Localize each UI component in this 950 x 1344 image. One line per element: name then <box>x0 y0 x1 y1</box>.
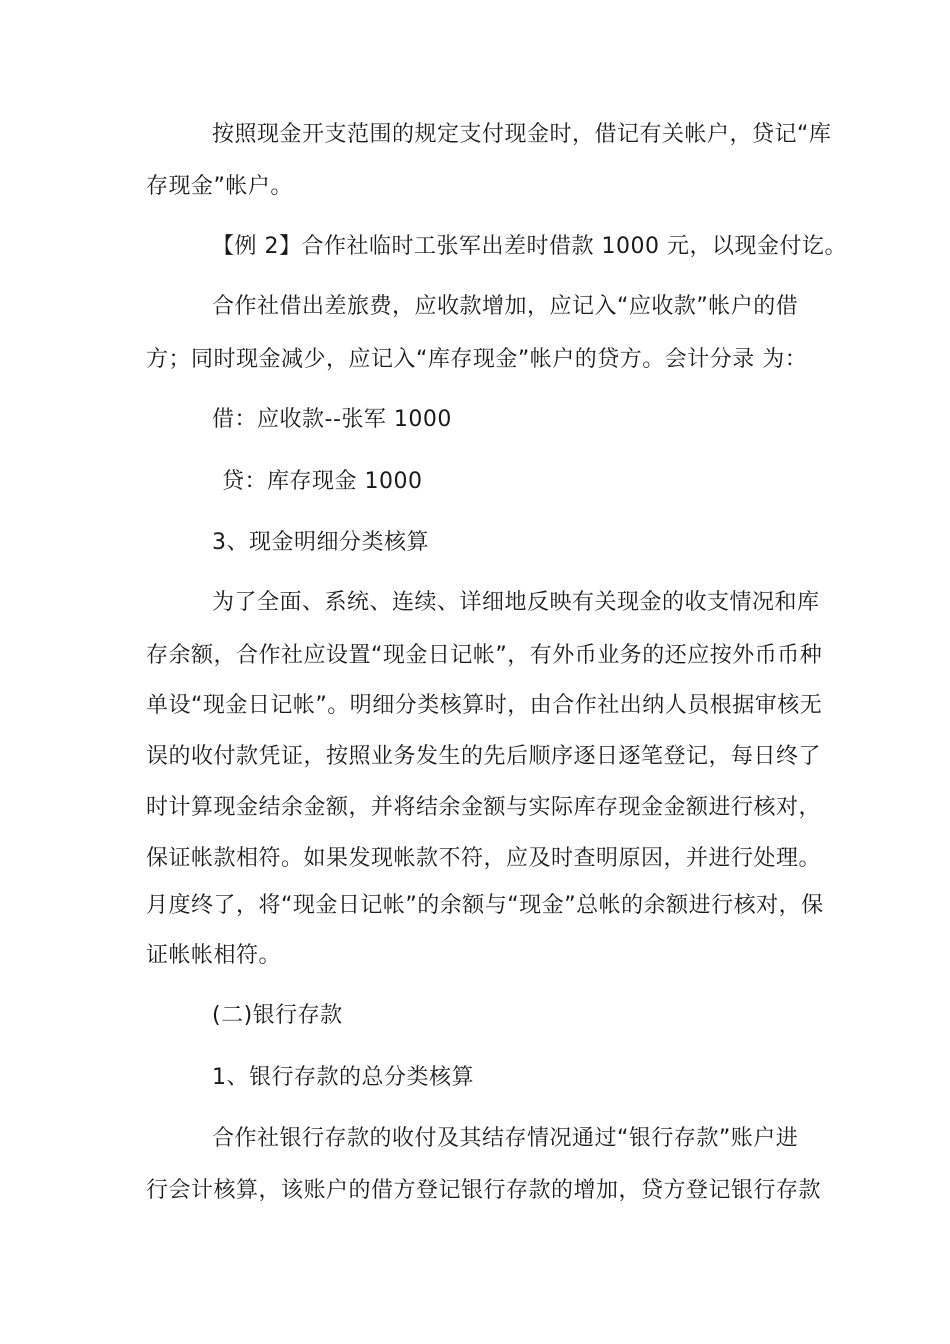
subsection-heading: 1、银行存款的总分类核算 <box>212 1065 474 1090</box>
section-heading: 3、现金明细分类核算 <box>212 530 429 555</box>
paragraph-line: 证帐帐相符。 <box>146 943 282 968</box>
paragraph-line: 存余额，合作社应设置“现金日记帐”，有外币业务的还应按外币币种 <box>146 643 823 668</box>
paragraph-line: 合作社借出差旅费，应收款增加，应记入“应收款”帐户的借 <box>212 294 799 319</box>
paragraph-line: 为了全面、系统、连续、详细地反映有关现金的收支情况和库 <box>212 590 820 615</box>
journal-entry-credit: 贷：库存现金 1000 <box>222 469 423 494</box>
paragraph-line: 单设“现金日记帐”。明细分类核算时，由合作社出纳人员根据审核无 <box>146 693 823 718</box>
example-heading: 【例 2】合作社临时工张军出差时借款 1000 元，以现金付讫。 <box>212 234 847 259</box>
journal-entry-debit: 借：应收款--张军 1000 <box>212 407 452 432</box>
paragraph-line: 方；同时现金减少，应记入“库存现金”帐户的贷方。会计分录 为： <box>146 347 808 372</box>
paragraph-line: 月度终了，将“现金日记帐”的余额与“现金”总帐的余额进行核对，保 <box>146 893 824 918</box>
paragraph-line: 合作社银行存款的收付及其结存情况通过“银行存款”账户进 <box>212 1126 799 1151</box>
section-heading: (二)银行存款 <box>212 1003 343 1028</box>
paragraph-line: 误的收付款凭证，按照业务发生的先后顺序逐日逐笔登记，每日终了 <box>146 744 822 769</box>
paragraph-line: 保证帐款相符。如果发现帐款不符，应及时查明原因，并进行处理。 <box>146 846 822 871</box>
paragraph-line: 行会计核算，该账户的借方登记银行存款的增加，贷方登记银行存款 <box>146 1178 822 1203</box>
paragraph-line: 按照现金开支范围的规定支付现金时，借记有关帐户，贷记“库 <box>212 122 832 147</box>
paragraph-line: 时计算现金结余金额，并将结余金额与实际库存现金金额进行核对， <box>146 795 822 820</box>
paragraph-line: 存现金”帐户。 <box>146 174 293 199</box>
